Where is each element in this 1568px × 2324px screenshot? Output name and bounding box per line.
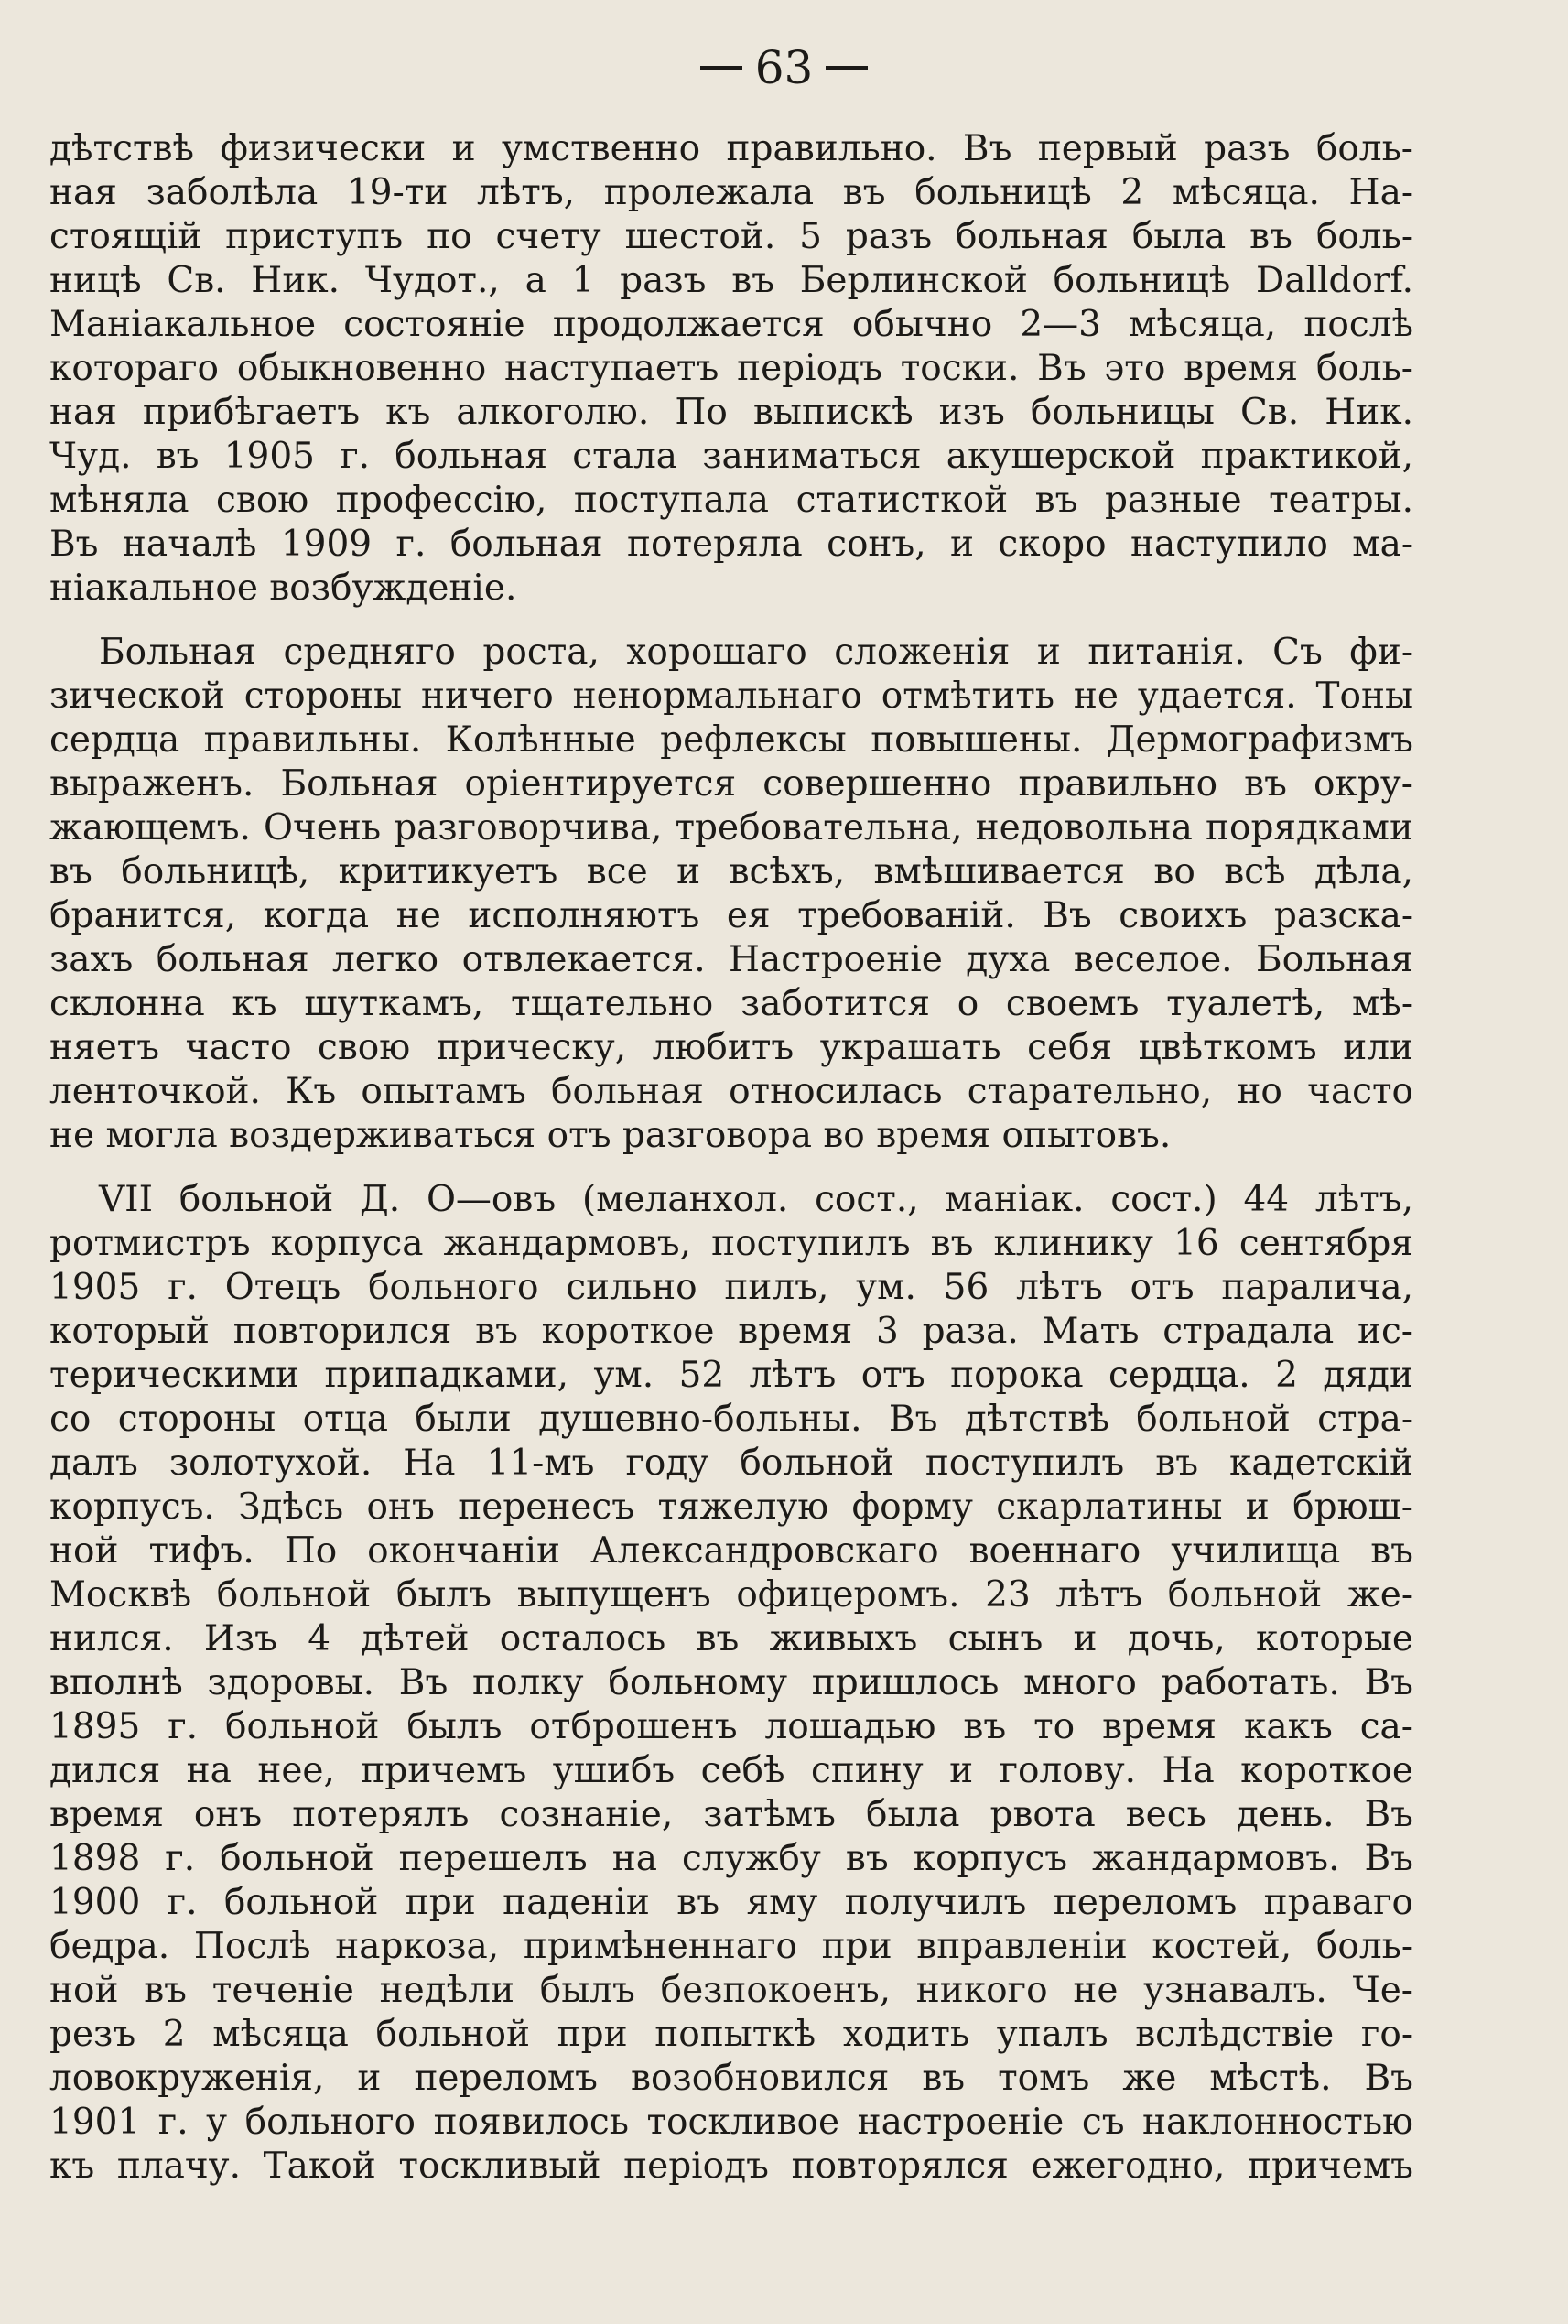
text-line: бедра. Послѣ наркоза, примѣненнаго при вправленіи костей, боль- [49,1926,1413,1967]
text-line: Въ началѣ 1909 г. больная потеряла сонъ, и скоро наступило ма- [49,524,1413,565]
text-line: время онъ потерялъ сознаніе, затѣмъ была рвота весь день. Въ [49,1794,1413,1835]
text-line: къ плачу. Такой тоскливый періодъ повторялся ежегодно, причемъ [49,2146,1413,2187]
text-line: далъ золотухой. На 11-мъ году больной поступилъ въ кадетскій [49,1443,1413,1484]
paragraph [49,1178,1413,2189]
text-line: ной тифъ. По окончаніи Александровскаго военнаго училища въ [49,1530,1413,1572]
text-line: дился на нее, причемъ ушибъ себѣ спину и голову. На короткое [49,1750,1413,1791]
text-line: ная прибѣгаетъ къ алкоголю. По выпискѣ изъ больницы Св. Ник. [49,392,1413,433]
text-line: ловокруженія, и переломъ возобновился въ томъ же мѣстѣ. Въ [49,2058,1413,2099]
page-header [0,27,1568,94]
text-line: который повторился въ короткое время 3 раза. Мать страдала ис- [49,1311,1413,1352]
text-line: зической стороны ничего ненормальнаго отмѣтить не удается. Тоны [49,676,1413,717]
text-line: котораго обыкновенно наступаетъ періодъ тоски. Въ это время боль- [49,348,1413,389]
text-line: 1895 г. больной былъ отброшенъ лошадью въ то время какъ са- [49,1706,1413,1747]
paragraph-gap [49,1158,1413,1178]
text-line: 1900 г. больной при паденіи въ яму получилъ переломъ праваго [49,1882,1413,1923]
text-line: 1905 г. Отецъ больного сильно пилъ, ум. 56 лѣтъ отъ паралича, [49,1267,1413,1308]
body-text [49,127,1413,2189]
text-line: выраженъ. Больная оріентируется совершенно правильно въ окру- [49,763,1413,805]
text-line: Москвѣ больной былъ выпущенъ офицеромъ. 23 лѣтъ больной же- [49,1574,1413,1616]
text-line: не могла воздерживаться отъ разговора во время опытовъ. [49,1115,1172,1156]
text-line: стоящій приступъ по счету шестой. 5 разъ больная была въ боль- [49,216,1413,257]
text-line: жающемъ. Очень разговорчива, требовательна, недовольна порядками [49,807,1413,849]
text-line: мѣняла свою профессію, поступала статисткой въ разные театры. [49,480,1413,521]
text-line: ленточкой. Къ опытамъ больная относилась старательно, но часто [49,1071,1413,1112]
text-line: резъ 2 мѣсяца больной при попыткѣ ходить упалъ вслѣдствіе го- [49,2014,1413,2055]
text-line: ницѣ Св. Ник. Чудот., а 1 разъ въ Берлинской больницѣ Dalldorf. [49,260,1413,301]
text-line: ніакальное возбужденіе. [49,567,517,609]
text-line: 1898 г. больной перешелъ на службу въ корпусъ жандармовъ. Въ [49,1838,1413,1879]
text-line: корпусъ. Здѣсь онъ перенесъ тяжелую форму скарлатины и брюш- [49,1486,1413,1528]
text-line: Маніакальное состояніе продолжается обычно 2—3 мѣсяца, послѣ [49,304,1413,345]
text-line: ная заболѣла 19-ти лѣтъ, пролежала въ больницѣ 2 мѣсяца. На- [49,172,1413,213]
text-line: захъ больная легко отвлекается. Настроеніе духа веселое. Больная [49,939,1413,980]
text-line: терическими припадками, ум. 52 лѣтъ отъ порока сердца. 2 дяди [49,1355,1413,1396]
text-line: бранится, когда не исполняютъ ея требованій. Въ своихъ разска- [49,895,1413,936]
text-line: ной въ теченіе недѣли былъ безпокоенъ, никого не узнавалъ. Че- [49,1970,1413,2011]
text-line: Больная средняго роста, хорошаго сложенія и питанія. Съ фи- [99,632,1413,673]
page-number: 63 [754,41,814,94]
text-line: ротмистръ корпуса жандармовъ, поступилъ въ клинику 16 сентября [49,1223,1413,1264]
header-dash-right [826,66,868,70]
text-line: Чуд. въ 1905 г. больная стала заниматься акушерской практикой, [49,436,1413,477]
text-line: няетъ часто свою прическу, любитъ украшать себя цвѣткомъ или [49,1027,1413,1068]
text-line: склонна къ шуткамъ, тщательно заботится о своемъ туалетѣ, мѣ- [49,983,1413,1024]
text-line: нился. Изъ 4 дѣтей осталось въ живыхъ сынъ и дочь, которые [49,1618,1413,1659]
text-line: въ больницѣ, критикуетъ все и всѣхъ, вмѣшивается во всѣ дѣла, [49,851,1413,892]
text-line: со стороны отца были душевно-больны. Въ дѣтствѣ больной стра- [49,1399,1413,1440]
header-dash-left [700,66,742,70]
text-line: сердца правильны. Колѣнные рефлексы повышены. Дермографизмъ [49,719,1413,761]
paragraph [49,631,1413,1158]
text-line: вполнѣ здоровы. Въ полку больному пришлось много работать. Въ [49,1662,1413,1703]
text-line: 1901 г. у больного появилось тоскливое настроеніе съ наклонностью [49,2102,1413,2143]
text-line: VII больной Д. О—овъ (меланхол. сост., маніак. сост.) 44 лѣтъ, [99,1179,1413,1220]
text-line: дѣтствѣ физически и умственно правильно. Въ первый разъ боль- [49,128,1413,169]
paragraph-gap [49,611,1413,631]
paragraph [49,127,1413,611]
